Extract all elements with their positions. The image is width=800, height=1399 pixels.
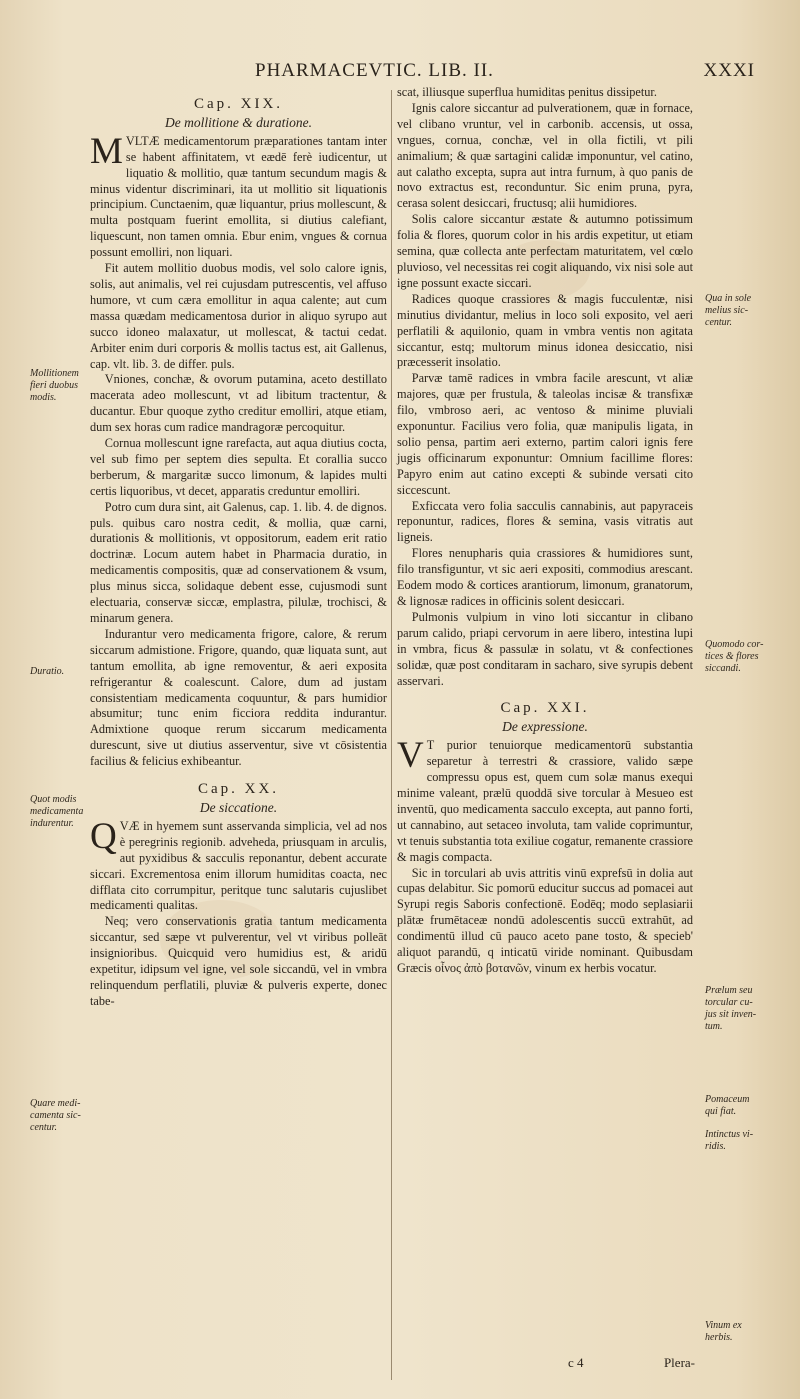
paragraph: Pulmonis vulpium in vino loti siccantur in clibano parum calido, priapi cervorum in aere libero, intestina lupi in vmbra, ficus & passulæ in solatu, vt & confectiones solidæ, quæ post conditaram in sacharo, sive syrupis debent asservari. <box>397 609 693 688</box>
paragraph: Flores nenupharis quia crassiores & humidiores sunt, filo transfiguntur, vt sic aeri expositi, commodius arescant. Eodem modo & cortices arantiorum, limonum, granatorum, & lignosæ radices in officinis solent desiccari. <box>397 546 693 608</box>
paragraph: Fit autem mollitio duobus modis, vel solo calore ignis, solis, aut animalis, vel rei cujusdam putrescentis, vel affuso humore, vt cum cæra emollitur in aqua calente; aut cum massa quædam medicamentosa durior in aliquo syrupo aut succo idoneo malaxatur, ut mollescat, & tactui cedat. Arbiter enim duri corporis & mollis tactus est, ait Gallenus, cap. vlt. lib. 3. de differ. puls. <box>90 261 387 371</box>
drop-capital: M <box>90 130 123 172</box>
margin-note: Intinctus vi- ridis. <box>705 1129 754 1152</box>
chapter-21-title: De expressione. <box>502 719 588 735</box>
paragraph: MVLTÆ medicamentorum præparationes tantam inter se habent affinitatem, vt eædē ferè iudicentur, ut liquatio & mollitio, quæ tantum secundum magis & minus videntur discriminari, ita ut mollitio sit liquationis principium. Cunctaenim, quæ liquantur, prius mollescunt, & multa postquam fuerint emollita, si diutius calefiant, liquescunt, non tamen omnia. Ebur enim, vngues & cornua possunt emolliri, non liquari. <box>90 130 387 260</box>
paragraph: scat, illiusque superflua humiditas penitus dissipetur. <box>397 85 657 99</box>
running-title: PHARMACEVTIC. LIB. II. <box>255 60 494 81</box>
paragraph: Radices quoque crassiores & magis fucculentæ, nisi minutius dividantur, melius in loco soli exposito, vel aeri perflatili & aquilonio, quam in vmbra ventis non agitata siccantur, estq; multorum minus idonea desiccatio, nisi præcesserit insolatio. <box>397 291 693 370</box>
catchword: Plera- <box>663 1355 695 1370</box>
paragraph: Exficcata vero folia sacculis cannabinis, aut papyraceis reponuntur, radices, flores & semina, vasis vitratis aut ligneis. <box>397 498 693 545</box>
paragraph: Vniones, conchæ, & ovorum putamina, aceto destillato macerata adeo mollescunt, vt ad libitum tractentur, & ducantur. Ebur quoque zytho creditur emolliri, atque etiam, dum sex horas cum radice mandragoræ percoquitur. <box>90 372 387 435</box>
chapter-21-heading: Cap. XXI. <box>500 700 590 717</box>
paragraph: Potro cum dura sint, ait Galenus, cap. 1. lib. 4. de dignos. puls. quibus caro nostra cedit, & mollia, quæ carni, durationis & mollitionis, vt oppositorum, eadem erit ratio doctrinæ. Locum autem habet in Pharmacia duratio, in medicamentis compositis, quæ ad conservationem & vsum, plus minus sicca, solidaque debent esse, cujusmodi sunt electuaria, conservæ siccæ, emplastra, pilulæ, trochisci, & minarum genera. <box>90 499 387 625</box>
paragraph: Parvæ tamē radices in vmbra facile arescunt, vt aliæ majores, quæ per frustula, & taleolas incisæ & transfixæ filo, vmbroso aeri, ac ventoso & minime pluviali exponuntur. Facilius vero folia, quæ manipulis ligata, in solio pensa, partim aeri externo, partim calori ignis fere jugis officinarum exponuntur: Omnium facillime flores: Papyro enim aut catino excepti & subinde versati cito siccescunt. <box>397 371 693 497</box>
paragraph: Indurantur vero medicamenta frigore, calore, & rerum siccarum admistione. Frigore, quando, quæ liquata sunt, aut tantum emollita, ab igne removentur, & aeri exposita refrigerantur & coalescunt. Calore, dum ad justam consistentiam medicamenta coquuntur, & pars humidior absumitur; tunc enim ficciora reddita indurantur. Admixtione quoque rerum siccarum medicamenta durescunt, sive ut diutius asserventur, sive vt cōsistentia facilius & felicius exhibeantur. <box>90 626 387 769</box>
signature-mark: c 4 <box>568 1355 584 1370</box>
left-column <box>90 85 387 1010</box>
chapter-20-heading: Cap. XX. <box>197 781 280 798</box>
drop-capital: Q <box>90 815 117 857</box>
margin-note: Quomodo cor- tices & flores siccandi. <box>705 639 764 674</box>
paragraph: Neq; vero conservationis gratia tantum medicamenta siccantur, sed sæpe vt pulverentur, vel vt viribus polleāt insignioribus. Quicquid vero humidius est, & aridū expetitur, idipsum vel igne, vel sole siccandū, vel in vmbra relinquendum perflatili, pluviæ & pulveris experte, donec tabe- <box>90 914 387 1008</box>
margin-note: Quare medi- camenta sic- centur. <box>30 1098 81 1133</box>
folio-number: XXXI <box>703 60 755 81</box>
margin-note: Duratio. <box>30 666 65 677</box>
margin-note: Quot modis medicamenta indurentur. <box>30 794 84 829</box>
margin-note: Qua in sole melius sic- centur. <box>705 293 752 328</box>
paragraph: V T purior tenuiorque medicamentorū substantia separetur à terrestri & crassiore, valido sæpe compressu opus est, quem cum solæ manus exequi minime valeant, prælū quoddā sive torcular à Mesueo est inventū, quo medicamenta sacculo excepta, aut panno forti, ut cannabino, aut setaceo involuta, tam valide coprimuntur, vt tenuis substantia tota exiliue cogatur, remanente crassiore & magis compacta. <box>397 735 693 864</box>
chapter-20-title: De siccatione. <box>199 799 278 815</box>
margin-note: Prælum seu torcular cu- jus sit inven- tum. <box>705 985 757 1032</box>
right-column <box>397 85 693 977</box>
paragraph: Solis calore siccantur æstate & autumno potissimum folia & flores, quorum color in his ardis expetitur, ut etiam semina, quæ collecta ante perfectam maturitatem, vel cœlo pluvioso, vel necessitas rei cogit aliquando, vix nisi sole aut igne possunt exacte siccari. <box>397 212 693 290</box>
paragraph: Ignis calore siccantur ad pulverationem, quæ in fornace, vel clibano vruntur, vel in carbonib. accensis, ut ossa, vngues, cornua, conchæ, vel in olla fictili, vt pili animalium; & quæ sartagini calidæ imponuntur, vel catino, aut calatho excepta, supra aut intra furnum, à quo panis de novo extractus est, reconduntur. Sic enim pruna, pyra, cerasa solent desiccari, fructusq; alii humidiores. <box>397 100 693 211</box>
margin-note: Mollitionem fieri duobus modis. <box>30 368 79 403</box>
drop-capital: V <box>397 735 424 777</box>
running-head <box>255 60 755 84</box>
paragraph: QVÆ in hyemem sunt asservanda simplicia, vel ad nos è peregrinis regionib. adveheda, priusquam in arculis, aut pyxidibus & sacculis reponantur, debent accurate siccari. Excrementosa enim illorum humiditas coacta, nec difflata cito corrumpitur, peritque tunc salutaris cujuslibet medicamenti qualitas. <box>90 815 387 913</box>
page-footer <box>560 1355 695 1373</box>
chapter-19-title: De mollitione & duratione. <box>165 114 312 130</box>
chapter-19-heading: Cap. XIX. <box>193 96 284 112</box>
paragraph: Cornua mollescunt igne rarefacta, aut aqua diutius cocta, vel sub fimo per septem dies sepulta. Et corallia succo berberum, & margaritæ succo limonum, & lapides multi certis liquoribus, vt decet, apparatis creduntur emolliri. <box>90 436 387 498</box>
paragraph: Sic in torculari ab uvis attritis vinū exprefsū in dolia aut cupas delabitur. Sic pomorū educitur succus ad pomacei aut Syrupi regis Saboris confectionē. Eodēq; modo seplasiarii plātæ frumētaceæ nondū adolescentis succū extrahūt, ad condimentū illud cū pauco aceto pane tosto, & specieb' aliquot parandū, q inticatū viride nominant. Quibusdam Græcis οἶνος ἀπὸ βοτανῶν, vinum ex herbis vocatur. <box>397 865 693 975</box>
margin-note: Vinum ex herbis. <box>705 1320 742 1343</box>
margin-note: Pomaceum qui fiat. <box>705 1094 750 1117</box>
column-rule <box>391 90 392 1380</box>
